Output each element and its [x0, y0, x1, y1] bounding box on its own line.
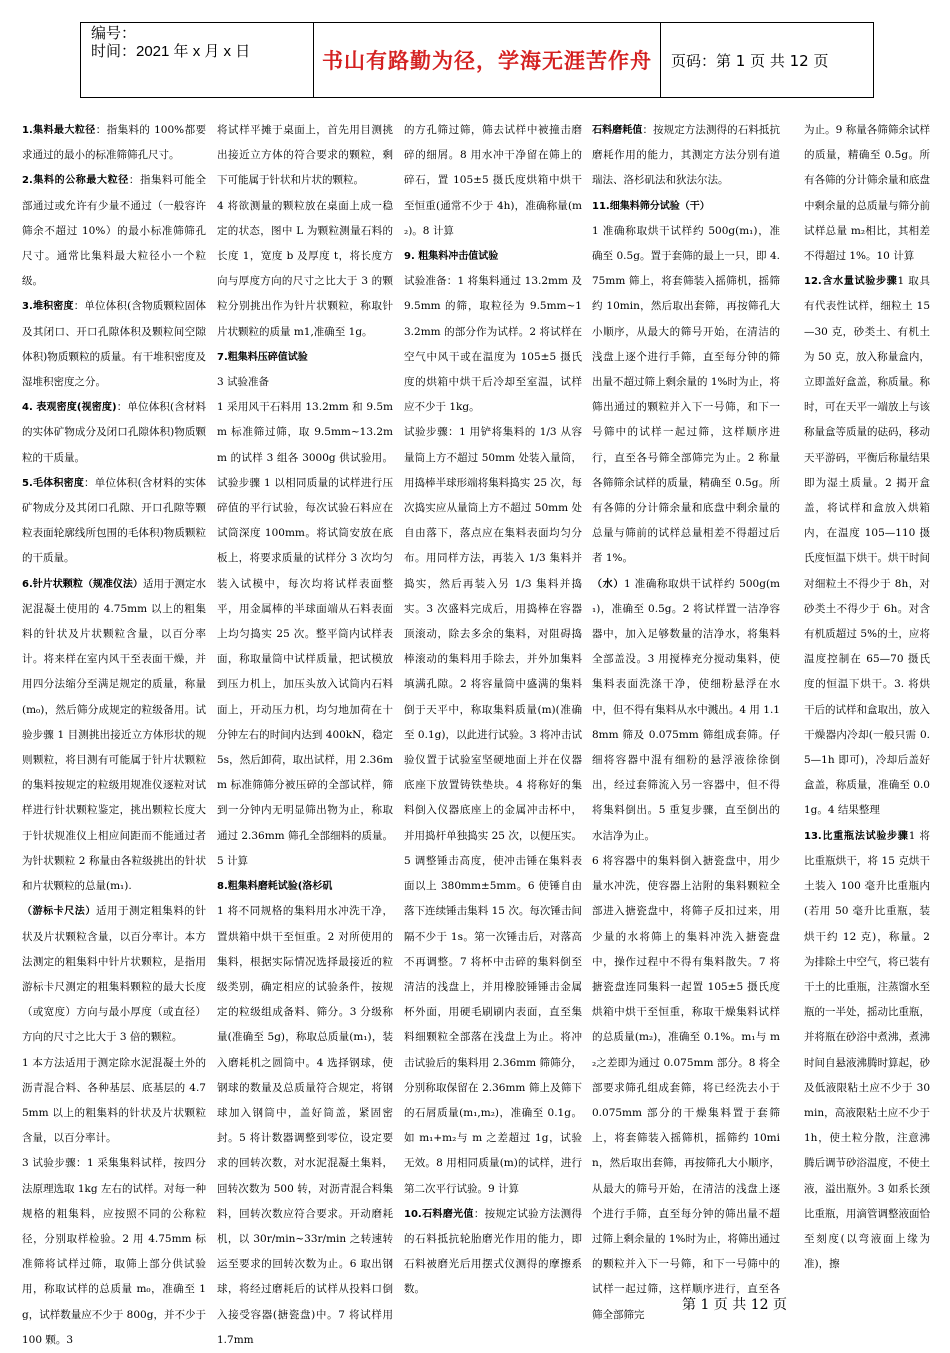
paragraph-text: 1 准确称取烘干试样约 500g(m₁)，准确至 0.5g。2 将试样置一洁净容器中，加入足够数量的洁净水，将集料全部盖没。3 用搅棒充分搅动集料，使集料表面洗涤干净，使细粉悬浮在水中，但不得有集料从水中溅出。4 用 1.18mm 筛及 0.075mm 筛组成套筛。仔细将容器中混有细粉的悬浮液徐徐倒出，经过套筛流入另一容器中，但不得将集料倒出。5 重复步骤，直至倒出的水洁净为止。: [592, 577, 781, 842]
section-heading: 10.石料磨光值: [404, 1208, 474, 1220]
paragraph: [404, 269, 582, 420]
paragraph-text: 适用于测定粗集料的针状及片状颗粒含量，以百分率计。本方法测定的粗集料中针片状颗粒，是指用游标卡尺测定的粗集料颗粒的最大长度（或宽度）方向与最小厚度（或直径）方向的尺寸之比大于 3 倍的颗粒。: [22, 905, 206, 1044]
paragraph: [22, 294, 206, 395]
paragraph: [404, 244, 582, 269]
text-column-5: [804, 118, 930, 1298]
paragraph: [592, 572, 780, 849]
section-heading: 13.比重瓶法试验步骤: [804, 830, 909, 842]
paragraph-text: 1 准确称取烘干试样约 500g(m₁)，准确至 0.5g。置于套筛的最上一只，即 4.75mm 筛上，将套筛装入摇筛机，摇筛约 10min，然后取出套筛，再按筛孔大小顺序，从最大的筛号开始，在清洁的浅盘上逐个进行手筛，直至每分钟的筛出量不超过筛上剩余量的 1%时为止，将筛出通过的颗粒并入下一号筛，和下一号筛中的试样一起过筛，这样顺序进行，直至各号筛全部筛完为止。2 称量各筛筛余试样的质量，精确至 0.5g。所有各筛的分计筛余量和底盘中剩余量的总量与筛前的试样总量相差不得超过后者 1%。: [592, 224, 780, 565]
paragraph: [804, 269, 930, 823]
paragraph-text: 1 取具有代表性试样，细粒土 15—30 克，砂类土、有机土为 50 克，放入称量盒内，立即盖好盒盖，称质量。称时，可在天平一端放上与该称量盒等质量的砝码，移动天平游码，平衡后称量结果即为湿土质量。2 揭开盒盖，将试样和盒放入烘箱内，在温度 105—110 摄氏度恒温下烘干。烘干时间对细粒土不得少于 8h，对砂类土不得少于 6h。对含有机质超过 5%的土，应将温度控制在 65—70 摄氏度的恒温下烘干。3. 将烘干后的试样和盒取出，放入干燥器内冷却(一般只需 0.5—1h 即可)，冷却后盖好盒盖，称质量，准确至 0.01g。4 结果整理: [804, 275, 930, 817]
paragraph: [804, 824, 930, 1278]
paragraph-text: 1 本方法适用于测定除水泥混凝土外的沥青混合料、各种基层、底基层的 4.75mm 以上的粗集料的针状及片状颗粒含量，以百分率计。: [22, 1056, 206, 1145]
paragraph-text: ：单位体积(含物质颗粒固体及其闭口、开口孔隙体积及颗粒间空隙体积)物质颗粒的质量。有干堆积密度及湿堆积密度之分。: [22, 300, 206, 389]
paragraph-text: ：按规定方法测得的石料抵抗磨耗作用的能力，其测定方法分别有道瑞法、洛杉矶法和狄法尔法。: [592, 124, 781, 187]
paragraph-text: 试验准备：1 将集料通过 13.2mm 及 9.5mm 的筛，取粒径为 9.5mm~13.2mm 的部分作为试样。2 将试样在空气中风干或在温度为 105±5 摄氏度的烘箱中烘干后冷却至室温，试样应不少于 1kg。: [404, 275, 582, 414]
paragraph: [804, 118, 930, 269]
paragraph: [592, 194, 780, 219]
section-heading: （水）: [592, 578, 624, 590]
paragraph: [217, 118, 393, 194]
document-number: 编号：: [91, 25, 137, 42]
paragraph-text: 的方孔筛过筛，筛去试样中被撞击磨碎的细屑。8 用水冲干净留在筛上的碎石，置 105±5 摄氏度烘箱中烘干至恒重(通常不少于 4h)，准确称量(m₂)。8 计算: [404, 124, 582, 237]
paragraph: [404, 1202, 582, 1303]
text-column-3: [404, 118, 582, 1298]
paragraph: [404, 420, 582, 1201]
paragraph-text: 4 将欲测量的颗粒放在桌面上成一稳定的状态，图中 L 为颗粒测量石料的长度 1，宽度 b 及厚度 t，将长度方向与厚度方向的尺寸之比大于 3 的颗粒分别挑出作为针片状颗粒，称取针片状颗粒的质量 m1,准确至 1g。: [217, 199, 393, 338]
paragraph: [22, 899, 206, 1050]
section-heading: 8.粗集料磨耗试验(洛杉矶: [217, 881, 333, 893]
paragraph: [22, 471, 206, 572]
paragraph-text: 试验步骤：1 用铲将集料的 1/3 从容量筒上方不超过 50mm 处装入量筒，用捣棒半球形端将集料捣实 25 次，每次捣实应从量筒上方不超过 50mm 处自由落下，落点应在集料表面均匀分布。用同样方法，再装入 1/3 集料并捣实，然后再装入另 1/3 集料并捣实。3 次盛料完成后，用捣棒在容器顶滚动，除去多余的集料，对阻碍捣棒滚动的集料用手除去，并外加集料填满孔隙。2 将容量筒中盛满的集料倒于天平中，称取集料质量(m)(准确至 0.1g)，以此进行试验。3 将冲击试验仪置于试验室坚硬地面上并在仪器底座下放置铸铁垫块。4 将称好的集料倒入仪器底座上的金属冲击杯中，并用捣杆单独捣实 25 次，以便压实。5 调整锤击高度，使冲击锤在集料表面以上 380mm±5mm。6 使锤自由落下连续锤击集料 15 次。每次锤击间隔不少于 1s。第一次锤击后，对落高不再调整。7 将杯中击碎的集料倒至清洁的浅盘上，并用橡胶锤锤击金属杯外面，用硬毛刷刷内表面，直至集料细颗粒全部落在浅盘上为止。将冲击试验后的集料用 2.36mm 筛筛分，分别称取保留在 2.36mm 筛上及筛下的石屑质量(m₁,m₂)，准确至 0.1g。如 m₁+m₂与 m 之差超过 1g，试验无效。8 用相同质量(m)的试样，进行第二次平行试验。9 计算: [404, 426, 582, 1195]
paragraph-text: 3 试验准备: [217, 376, 270, 389]
paragraph: [22, 1151, 206, 1353]
header-motto: 书山有路勤为径，学海无涯苦作舟: [314, 23, 661, 97]
paragraph: [592, 219, 780, 572]
section-heading: （游标卡尺法）: [22, 906, 96, 918]
section-heading: 3.堆积密度: [22, 301, 74, 313]
header-page-info: 页码：第 1 页 共 12 页: [671, 51, 829, 70]
paragraph-text: 3 试验步骤：1 采集集料试样，按四分法原理选取 1kg 左右的试样。对每一种规格的粗集料，应按照不同的公称粒径，分别取样检验。2 用 4.75mm 标准筛将试样过筛，取筛上部分供试验用，称取试样的总质量 m₀，准确至 1g，试样数量应不少于 800g，并不少于 100 颗。3: [22, 1157, 206, 1346]
text-column-1: [22, 118, 207, 1346]
paragraph: [217, 899, 393, 1353]
section-heading: 12.含水量试验步骤: [804, 276, 898, 288]
paragraph: [217, 395, 393, 874]
paragraph: [592, 849, 780, 1328]
paragraph: [217, 194, 393, 345]
paragraph: [217, 370, 393, 395]
section-heading: 9. 粗集料冲击值试验: [404, 251, 499, 263]
section-heading: 6.针片状颗粒（规准仪法）: [22, 578, 143, 590]
paragraph-text: 将试样平摊于桌面上，首先用目测挑出接近立方体的符合要求的颗粒，剩下可能属于针状和片状的颗粒。: [217, 124, 393, 187]
paragraph: [22, 1051, 206, 1152]
paragraph-text: ：指集料的 100%都要求通过的最小的标准筛筛孔尺寸。: [22, 124, 206, 162]
paragraph-text: 适用于测定水泥混凝土使用的 4.75mm 以上的粗集料的针状及片状颗粒含量，以百分率计。将来样在室内风干至表面干燥，并用四分法缩分至满足规定的质量，称量(m₀)，然后筛分成规定的粒级备用。试验步骤 1 目测挑出接近立方体形状的规则颗粒，将目测有可能属于针片状颗粒的集料按规定的粒级用规准仪逐粒对试样进行针状颗粒鉴定，挑出颗粒长度大于针状规准仪上相应间距而不能通过者为针状颗粒 2 称量由各粒级挑出的针状和片状颗粒的总量(m₁).: [22, 577, 207, 893]
paragraph: [217, 874, 393, 899]
section-heading: 1.集料最大粒径: [22, 125, 96, 136]
paragraph-text: ：指集料可能全部通过或允许有少量不通过（一般容许筛余不超过 10%）的最小标准筛筛孔尺寸。通常比集料最大粒径小一个粒级。: [22, 174, 206, 288]
paragraph-text: 6 将容器中的集料倒入搪瓷盘中，用少量水冲洗，使容器上沾附的集料颗粒全部进入搪瓷盘中，将筛子反扣过来，用少量的水将筛上的集料冲洗入搪瓷盘中，操作过程中不得有集料散失。7 将搪瓷盘连同集料一起置 105±5 摄氏度烘箱中烘干至恒重，称取干燥集料试样的总质量(m₂)，准确至 0.1%。m₁与 m₂之差即为通过 0.075mm 部分。8 将全部要求筛孔组成套筛，将已经洗去小于 0.075mm 部分的干燥集料置于套筛上，将套筛装入摇筛机，摇筛约 10min，然后取出套筛，再按筛孔大小顺序，从最大的筛号开始，在清洁的浅盘上逐个进行手筛，直至每分钟的筛出量不超过筛上剩余量的 1%时为止，将筛出通过的颗粒并入下一号筛，和下一号筛中的试样一起过筛，这样顺序进行，直至各筛全部筛完: [592, 854, 780, 1321]
paragraph: [22, 118, 206, 168]
section-heading: 11.细集料筛分试验（干）: [592, 200, 710, 212]
section-heading: 5.毛体积密度: [22, 477, 85, 489]
header-meta: [81, 23, 314, 97]
paragraph: [592, 118, 780, 194]
paragraph: [217, 345, 393, 370]
paragraph-text: ：按规定试验方法测得的石料抵抗轮胎磨光作用的能力，即石料被磨光后用摆式仪测得的摩擦系数。: [404, 1207, 582, 1296]
paragraph-text: 为止。9 称量各筛筛余试样的质量，精确至 0.5g。所有各筛的分计筛余量和底盘中剩余量的总质量与筛分前试样总量 m₂相比，其相差不得超过 1%。10 计算: [804, 124, 930, 263]
page-footer: 第 1 页 共 12 页: [682, 1297, 787, 1313]
text-column-2: [217, 118, 393, 1346]
paragraph-text: ：单位体积(含材料的实体矿物成分及其闭口孔隙、开口孔隙等颗粒表面轮廓线所包围的毛体积)物质颗粒的干质量。: [22, 476, 206, 565]
paragraph: [404, 118, 582, 244]
paragraph: [22, 395, 206, 471]
section-heading: 7.粗集料压碎值试验: [217, 351, 308, 363]
section-heading: 4. 表观密度(视密度): [22, 402, 117, 414]
paragraph: [22, 168, 206, 294]
section-heading: 石料磨耗值: [592, 125, 643, 136]
paragraph-text: 1 采用风干石料用 13.2mm 和 9.5mm 标准筛过筛，取 9.5mm~13.2mm 的试样 3 组各 3000g 供试验用。试验步骤 1 以相同质量的试样进行压碎值的平行试验，每次试验石料应在试筒深度 100mm。将试筒安放在底板上，将要求质量的试样分 3 次均匀装入试模中，每次均将试样表面整平，用金属棒的半球面端从石料表面上均匀捣实 25 次。整平筒内试样表面，称取量筒中试样质量，把试模放到压力机上，加压头放入试筒内石料面上，开动压力机，均匀地加荷在十分钟左右的时间内达到 400kN，稳定 5s，然后卸荷，取出试样，用 2.36mm 标准筛筛分被压碎的全部试样，筛到一分钟内无明显筛出物为止，称取通过 2.36mm 筛孔全部细料的质量。5 计算: [217, 401, 393, 867]
page-header: [80, 22, 874, 98]
paragraph-text: ：单位体积(含材料的实体矿物成分及闭口孔隙体积)物质颗粒的干质量。: [22, 401, 206, 464]
document-date: 时间：2021 年 x 月 x 日: [91, 43, 251, 60]
paragraph: [22, 572, 206, 900]
paragraph-text: 1 将不同规格的集料用水冲洗干净，置烘箱中烘干至恒重。2 对所使用的集料，根据实际情况选择最接近的粒级类别，确定相应的试验条件，按规定的粒级组成备料、筛分。3 分级称量(准确至 5g)，称取总质量(m₁)，装入磨耗机之圆筒中。4 选择钢球，使钢球的数量及总质量符合规定，将钢球加入钢筒中，盖好筒盖，紧固密封。5 将计数器调整到零位，设定要求的回转次数，对水泥混凝土集料，回转次数为 500 转，对沥青混合料集料，回转次数应符合要求。开动磨耗机，以 30r/min~33r/min 之转速转运至要求的回转次数为止。6 取出钢球，将经过磨耗后的试样从投料口倒入接受容器(搪瓷盘)中。7 将试样用 1.7mm: [217, 905, 393, 1346]
section-heading: 2.集料的公称最大粒径: [22, 175, 129, 187]
paragraph-text: 1 将比重瓶烘干，将 15 克烘干土装入 100 毫升比重瓶内(若用 50 毫升比重瓶，装烘干约 12 克)，称量。2 为排除土中空气，将已装有干土的比重瓶，注蒸馏水至瓶的一半处，摇动比重瓶，并将瓶在砂浴中煮沸，煮沸时间自悬液沸腾时算起，砂及低液限粘土应不少于 30min，高液限粘土应不少于 1h，使土粒分散，注意沸腾后调节砂浴温度，不使土液，溢出瓶外。3 如系长颈比重瓶，用滴管调整液面恰至刻度(以弯液面上缘为准)，擦: [804, 829, 930, 1271]
